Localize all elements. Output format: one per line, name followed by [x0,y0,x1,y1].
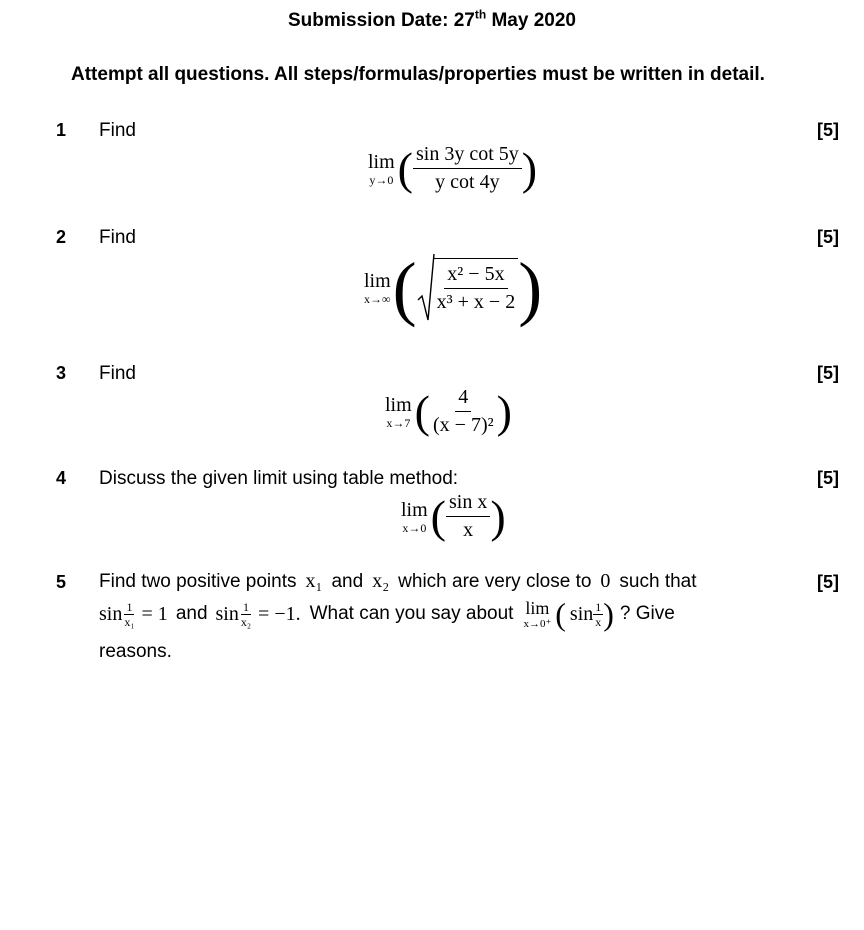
question-1-marks: [5] [817,120,839,140]
question-2-prompt: Find [99,227,136,248]
lim-subscript: x→0 [402,520,427,535]
left-paren: ( [414,385,430,437]
lim-word: lim [525,597,550,618]
limit-operator [364,271,391,305]
q5-zero: 0 [600,570,611,592]
fraction [413,143,522,194]
q5-fraction-2-num: 1 [242,599,249,614]
numerator: 4 [455,386,471,412]
fraction [430,386,497,437]
question-1-prompt: Find [99,120,136,141]
numerator: sin 3y cot 5y [413,143,522,169]
q5-sin-1: sin [99,602,123,625]
fraction [434,263,519,314]
left-paren: ( [392,248,417,328]
q5-limit-operator [523,599,551,630]
lim-word: lim [368,150,395,173]
right-paren: ) [518,248,543,328]
lim-subscript: x→7 [386,415,411,430]
q5-right-paren: ) [603,596,614,632]
lim-subscript: x→0⁺ [523,617,552,630]
numerator: sin x [446,491,490,517]
question-2-marks: [5] [817,227,839,247]
limit-operator [385,395,412,429]
right-paren: ) [490,490,506,542]
lim-word: lim [385,393,412,416]
q5-text-a: Find two positive points [99,570,297,592]
q5-fraction-1-num: 1 [126,599,133,614]
submission-date-suffix: May 2020 [486,10,576,31]
question-3-marks: [5] [817,363,839,383]
q5-and-2: and [175,603,208,624]
q5-text-e: ? Give [619,603,675,624]
q5-text-b: which are very close to [398,570,592,592]
lim-word: lim [401,498,428,521]
q5-sin-2: sin [215,602,239,625]
q5-fraction-1 [122,601,136,628]
left-paren: ( [397,142,413,194]
question-4-prompt: Discuss the given limit using table method: [99,468,459,489]
numerator: x² − 5x [444,263,507,289]
right-paren: ) [496,385,512,437]
question-5-line-1 [99,570,697,593]
denominator: x³ + x − 2 [436,291,516,313]
q5-and-1: and [331,570,364,592]
question-3-expression [385,386,512,437]
question-2-number: 2 [56,227,67,247]
question-5-line-2 [99,598,675,630]
fraction [446,491,490,542]
q5-x1: x₁ [305,570,323,592]
denominator: y cot 4y [435,171,500,193]
instructions [71,64,765,86]
q5-eq-2: = −1. [258,602,301,625]
lim-subscript: y→0 [369,172,394,187]
submission-date [0,7,864,32]
radical-bar [434,258,519,314]
q5-eq-1: = 1 [141,602,168,625]
question-4-marks: [5] [817,468,839,488]
q5-x2: x₂ [372,570,390,592]
denominator: x [463,519,474,541]
radical-sign-icon [417,252,435,324]
right-paren: ) [521,142,538,194]
limit-operator [368,152,395,186]
question-1-expression [368,143,537,194]
q5-fraction-3 [593,601,603,628]
q5-fraction-2-den: x₂ [240,614,252,629]
q5-sin-3: sin [569,602,594,625]
question-5-marks: [5] [817,572,839,592]
q5-left-paren: ( [555,596,566,632]
submission-date-prefix: Submission Date: 27 [287,10,475,31]
lim-word: lim [364,270,391,292]
q5-fraction-3-num: 1 [595,599,602,614]
question-3-prompt: Find [99,363,136,384]
submission-date-sup: th [474,7,487,22]
limit-operator [401,500,428,534]
q5-fraction-1-den: x₁ [124,614,135,629]
q5-text-c: such that [619,570,697,592]
question-2-expression [364,248,543,328]
q5-fraction-3-den: x [595,614,602,629]
question-4-expression [401,491,506,542]
question-1-number: 1 [56,120,67,140]
instructions-text: Attempt all questions. All steps/formulas/properties must be written in detail. [71,64,765,85]
question-4-number: 4 [56,468,67,488]
lim-subscript: x→∞ [364,292,391,306]
q5-text-d: What can you say about [309,603,514,624]
denominator: (x − 7)² [433,414,494,436]
question-5-line-3: reasons. [99,641,172,662]
left-paren: ( [430,490,446,542]
question-3-number: 3 [56,363,67,383]
q5-fraction-2 [239,601,253,628]
question-5-number: 5 [56,572,67,592]
